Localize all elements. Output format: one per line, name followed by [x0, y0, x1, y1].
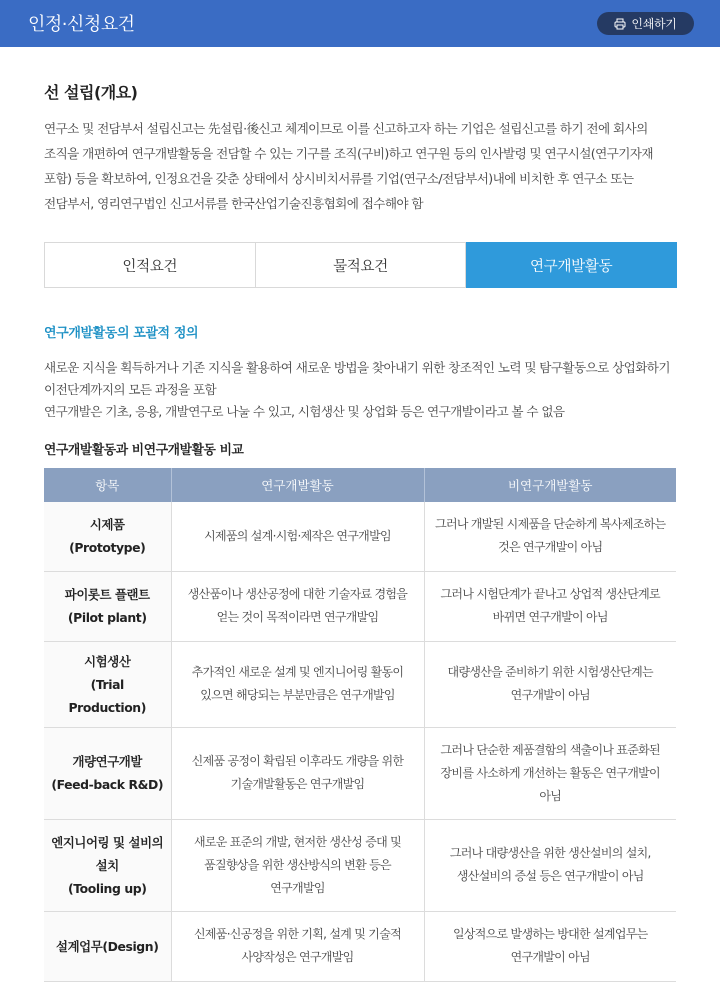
- item-cell: [44, 571, 171, 641]
- item-ko: 설계업무(Design): [56, 938, 159, 954]
- item-ko: 시험생산: [84, 653, 131, 669]
- table-row: [44, 911, 676, 981]
- rd-cell: 추가적인 새로운 설계 및 엔지니어링 활동이 있으면 해당되는 부분만큼은 연구개발임: [171, 641, 424, 727]
- tab-rd-activity[interactable]: 연구개발활동: [466, 242, 677, 288]
- table-row: [44, 641, 676, 727]
- printer-icon: [614, 18, 626, 30]
- non-rd-cell: 일상적으로 발생하는 방대한 설계업무는 연구개발이 아님: [424, 911, 676, 981]
- item-en: (Trial Production): [68, 676, 146, 715]
- item-cell: [44, 911, 171, 981]
- column-header: 비연구개발활동: [424, 468, 676, 502]
- comparison-table: [44, 468, 676, 982]
- non-rd-cell: 그러나 개발된 시제품을 단순하게 복사제조하는 것은 연구개발이 아님: [424, 502, 676, 571]
- table-row: [44, 502, 676, 571]
- item-cell: [44, 819, 171, 911]
- item-en: (Prototype): [69, 540, 146, 556]
- definition-line: 연구개발은 기초, 응용, 개발연구로 나눌 수 있고, 시험생산 및 상업화 등은 연구개발이라고 볼 수 없음: [44, 404, 565, 419]
- non-rd-cell: 그러나 대량생산을 위한 생산설비의 설치, 생산설비의 증설 등은 연구개발이 아님: [424, 819, 676, 911]
- requirement-tabs: [44, 242, 677, 288]
- item-en: (Pilot plant): [67, 610, 147, 625]
- tab-physical[interactable]: 물적요건: [256, 242, 467, 288]
- item-cell: [44, 641, 171, 727]
- rd-cell: 신제품·신공정을 위한 기획, 설계 및 기술적 사양작성은 연구개발임: [171, 911, 424, 981]
- item-ko: 파이롯트 플랜트: [64, 587, 150, 602]
- non-rd-cell: 그러나 단순한 제품결함의 색출이나 표준화된 장비를 사소하게 개선하는 활동은 연구개발이 아님: [424, 727, 676, 819]
- item-cell: [44, 502, 171, 571]
- item-en: (Tooling up): [67, 880, 147, 896]
- main-content: [0, 80, 720, 982]
- item-ko: 엔지니어링 및 설비의 설치: [51, 834, 164, 873]
- definition-title: 연구개발활동의 포괄적 정의: [44, 326, 199, 341]
- table-header-row: [44, 468, 676, 502]
- table-row: [44, 819, 676, 911]
- rd-cell: 새로운 표준의 개발, 현저한 생산성 증대 및 품질향상을 위한 생산방식의 변환 등은 연구개발임: [171, 819, 424, 911]
- item-cell: [44, 727, 171, 819]
- table-row: [44, 571, 676, 641]
- intro-text: 연구소 및 전담부서 설립신고는 先설립·後신고 체계이므로 이를 신고하고자 하는 기업은 설립신고를 하기 전에 회사의 조직을 개편하여 연구개발활동을 전담할 수 있는 기구를 조직(구비)하고 연구원 등의 인사발령 및 연구시설(연구기자재 포함) 등을 확보하여, 인정요건을 갖춘 상태에서 상시비치서류를 기업(연구소/전담부서)내에 비치한 후 연구소 또는 전담부서, 영리연구법인 신고서류를 한국산업기술진흥협회에 접수해야 함: [44, 121, 653, 211]
- rd-cell: 시제품의 설계·시험·제작은 연구개발임: [171, 502, 424, 571]
- tab-personnel[interactable]: 인적요건: [44, 242, 256, 288]
- non-rd-cell: 그러나 시험단계가 끝나고 상업적 생산단계로 바뀌면 연구개발이 아님: [424, 571, 676, 641]
- column-header: 연구개발활동: [171, 468, 424, 502]
- item-en: (Feed-back R&D): [51, 777, 164, 792]
- column-header: 항목: [44, 468, 171, 502]
- section-title: 선 설립(개요): [44, 83, 138, 102]
- page-header: [0, 0, 720, 47]
- rd-cell: 신제품 공정이 확립된 이후라도 개량을 위한 기술개발활동은 연구개발임: [171, 727, 424, 819]
- table-row: [44, 727, 676, 819]
- print-button-label: 인쇄하기: [631, 17, 677, 31]
- item-ko: 시제품: [89, 517, 125, 533]
- definition-text: [44, 357, 676, 423]
- print-button[interactable]: [597, 12, 694, 35]
- non-rd-cell: 대량생산을 준비하기 위한 시험생산단계는 연구개발이 아님: [424, 641, 676, 727]
- page-title: 인정·신청요건: [28, 14, 135, 35]
- rd-cell: 생산품이나 생산공정에 대한 기술자료 경험을 얻는 것이 목적이라면 연구개발임: [171, 571, 424, 641]
- definition-line: 새로운 지식을 획득하거나 기존 지식을 활용하여 새로운 방법을 찾아내기 위한 창조적인 노력 및 탐구활동으로 상업화하기 이전단계까지의 모든 과정을 포함: [44, 360, 670, 397]
- table-title: 연구개발활동과 비연구개발활동 비교: [44, 443, 244, 458]
- item-ko: 개량연구개발: [72, 754, 142, 769]
